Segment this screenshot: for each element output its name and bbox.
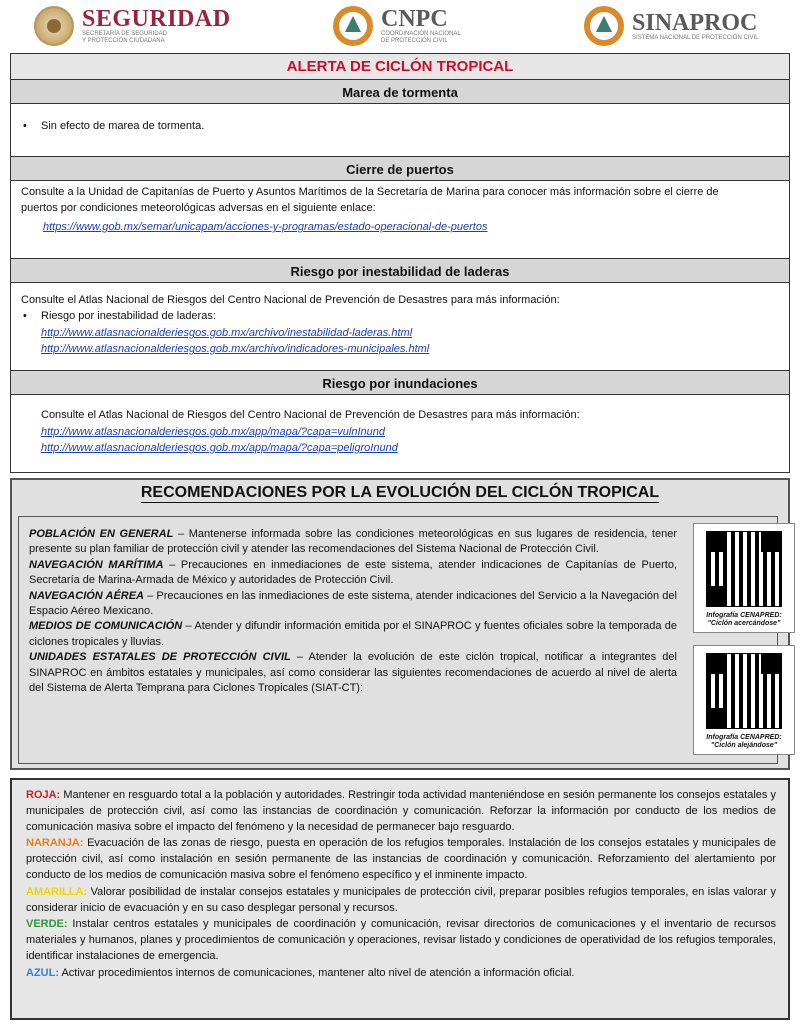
marea-body xyxy=(11,104,789,154)
header xyxy=(0,0,800,52)
puertos-line1: Consulte a la Unidad de Capitanías de Puerto y Asuntos Marítimos de la Secretaría de Marina para conocer más información sobre el cierre de xyxy=(21,186,719,198)
laderas-bullet: • Riesgo por inestabilidad de laderas: xyxy=(41,308,216,324)
level-amarilla: AMARILLA: Valorar posibilidad de instalar consejos estatales y municipales de protección civil, preparar posibles refugios temporales, en islas valorar y considerar inicio de evacuación y en su caso desplegar personal y recursos. xyxy=(26,885,776,914)
puertos-link[interactable]: https://www.gob.mx/semar/unicapam/acciones-y-programas/estado-operacional-de-puertos xyxy=(43,221,488,233)
qr-code-icon[interactable] xyxy=(707,654,781,728)
puertos-line2: puertos por condiciones meteorológicas adversas en el siguiente enlace: xyxy=(21,202,376,214)
qr-caption-1b: "Ciclón acercándose" xyxy=(707,620,781,627)
laderas-intro: Consulte el Atlas Nacional de Riesgos del Centro Nacional de Prevención de Desastres para más información: xyxy=(21,294,560,306)
rec-item-poblacion: POBLACIÓN EN GENERAL – Mantenerse informada sobre las condiciones meteorológicas en sus lugares de residencia, tener presente su plan familiar de protección civil y atender las recomendaciones del Sistema Nacional de Protección Civil. xyxy=(29,528,677,556)
alert-title: ALERTA DE CICLÓN TROPICAL xyxy=(11,54,789,80)
inundaciones-link-2[interactable]: http://www.atlasnacionalderiesgos.gob.mx/app/mapa/?capa=peligroInund xyxy=(41,442,398,454)
inundaciones-body xyxy=(11,395,789,470)
qr-card-acercandose[interactable] xyxy=(693,523,795,633)
alert-levels-panel xyxy=(10,778,790,1020)
seguridad-sub2: Y PROTECCIÓN CIUDADANA xyxy=(82,38,165,44)
inundaciones-link-1[interactable]: http://www.atlasnacionalderiesgos.gob.mx/app/mapa/?capa=vulnInund xyxy=(41,426,385,438)
recommendations-inner xyxy=(18,516,782,764)
alert-levels-list xyxy=(26,788,776,983)
laderas-title: Riesgo por inestabilidad de laderas xyxy=(11,258,789,283)
seguridad-sub1: SECRETARÍA DE SEGURIDAD xyxy=(82,31,167,37)
cnpc-logo xyxy=(333,4,461,48)
civil-protection-icon xyxy=(584,6,624,46)
qr-code-icon[interactable] xyxy=(707,532,781,606)
cnpc-sub2: DE PROTECCIÓN CIVIL xyxy=(381,38,448,44)
recommendations-list xyxy=(29,527,677,696)
laderas-link-2[interactable]: http://www.atlasnacionalderiesgos.gob.mx/archivo/indicadores-municipales.html xyxy=(41,343,430,355)
level-roja: ROJA: Mantener en resguardo total a la población y autoridades. Restringir toda actividad manteniéndose en sesión permanente los consejos estatales y municipales de protección civil, así como las instancias de coordinación y comunicación. Reforzar la información por conducto de los medios de comunicación masiva sobre el impacto del fenómeno y la necesidad de permanecer bajo resguardo. xyxy=(26,789,776,833)
civil-protection-icon xyxy=(333,6,373,46)
qr-caption-2b: "Ciclón alejándose" xyxy=(710,742,778,749)
cnpc-name: CNPC xyxy=(381,6,448,32)
puertos-title: Cierre de puertos xyxy=(11,156,789,181)
recommendations-panel xyxy=(10,478,790,770)
level-azul: AZUL: Activar procedimientos internos de comunicaciones, mantener alto nivel de atención a información oficial. xyxy=(26,966,575,979)
recommendations-title: RECOMENDACIONES POR LA EVOLUCIÓN DEL CICLÓN TROPICAL xyxy=(140,484,660,501)
puertos-body xyxy=(11,181,789,256)
seguridad-name: SEGURIDAD xyxy=(82,6,231,32)
rec-item-aerea: NAVEGACIÓN AÉREA – Precauciones en las inmediaciones de este sistema, atender indicaciones del Servicio a la Navegación del Espacio Aéreo Mexicano. xyxy=(29,589,677,618)
rec-item-maritima: NAVEGACIÓN MARÍTIMA – Precauciones en inmediaciones de este sistema, atender indicaciones de Capitanías de Puerto, Secretaría de Marina-Armada de México y autoridades de Protección Civil. xyxy=(29,558,677,587)
qr-caption-2a: Infografía CENAPRED: xyxy=(706,734,782,741)
sinaproc-logo xyxy=(584,4,758,48)
level-naranja: NARANJA: Evacuación de las zonas de riesgo, puesta en operación de los refugios temporales. Instalación de los consejos estatales y municipales de protección civil, así como instalación en sesión permanente de las instancias de coordinación y comunicación. Reforzamiento del alertamiento por conducto de los medios de comunicación masiva sobre el fenómeno específico y el inminente impacto. xyxy=(26,837,776,881)
level-verde: VERDE: Instalar centros estatales y municipales de coordinación y comunicación, revisar directorios de comunicaciones y el inventario de recursos materiales y humanos, planes y procedimientos de comunicación y operaciones, revisar listado y condiciones de operatividad de los refugios temporales, identificar instalaciones de emergencia. xyxy=(26,918,776,962)
inundaciones-intro: Consulte el Atlas Nacional de Riesgos del Centro Nacional de Prevención de Desastres para más información: xyxy=(41,409,580,421)
rec-item-unidades: UNIDADES ESTATALES DE PROTECCIÓN CIVIL – Atender la evolución de este ciclón tropical, notificar a integrantes del SINAPROC en ámbitos estatales y municipales, así como considerar las siguientes recomendaciones de acuerdo al nivel de alerta del Sistema de Alerta Temprana para Ciclones Tropicales (SIAT-CT): xyxy=(29,651,677,695)
marea-bullet: • Sin efecto de marea de tormenta. xyxy=(41,118,204,134)
qr-caption-1a: Infografía CENAPRED: xyxy=(706,612,782,619)
marea-title: Marea de tormenta xyxy=(11,79,789,104)
seguridad-logo xyxy=(34,4,231,48)
laderas-link-1[interactable]: http://www.atlasnacionalderiesgos.gob.mx/archivo/inestabilidad-laderas.html xyxy=(41,327,413,339)
qr-card-alejandose[interactable] xyxy=(693,645,795,755)
laderas-body xyxy=(11,283,789,363)
sinaproc-name: SINAPROC xyxy=(632,9,758,36)
rec-item-medios: MEDIOS DE COMUNICACIÓN – Atender y difundir información emitida por el SINAPROC y fuentes oficiales sobre la temporada de ciclones tropicales y lluvias. xyxy=(29,620,678,648)
sinaproc-sub1: SISTEMA NACIONAL DE PROTECCIÓN CIVIL xyxy=(632,34,759,41)
cnpc-sub1: COORDINACIÓN NACIONAL xyxy=(381,31,461,37)
alert-panel xyxy=(10,53,790,473)
inundaciones-title: Riesgo por inundaciones xyxy=(11,370,789,395)
mexico-seal-icon xyxy=(34,6,74,46)
